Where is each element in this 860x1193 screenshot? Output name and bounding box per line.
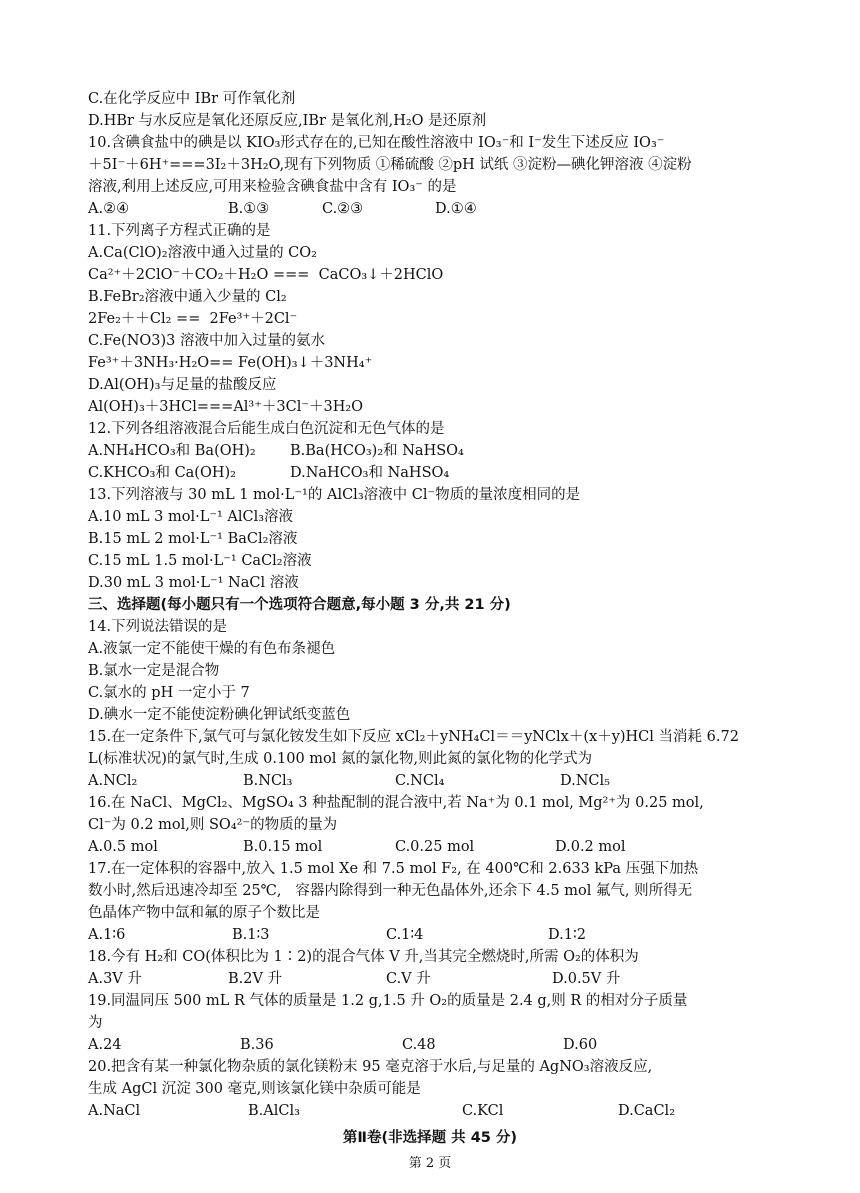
q17-option-a: A.1∶6 — [88, 927, 126, 943]
q15-stem-line2: L(标准状况)的氯气时,生成 0.100 mol 氮的氯化物,则此氮的氯化物的化学式为 — [88, 751, 593, 767]
q13-option-a: A.10 mL 3 mol·L⁻¹ AlCl₃溶液 — [88, 509, 294, 525]
q14-option-c: C.氯水的 pH 一定小于 7 — [88, 685, 250, 701]
q14-stem: 14.下列说法错误的是 — [88, 619, 228, 635]
page-number: 第 2 页 — [408, 1156, 452, 1171]
q19-option-c: C.48 — [402, 1037, 436, 1053]
q10-stem-line2: ＋5I⁻＋6H⁺===3I₂＋3H₂O,现有下列物质 ①稀硫酸 ②pH 试纸 ③淀粉—碘化钾溶液 ④淀粉 — [88, 157, 692, 173]
q16-stem-line1: 16.在 NaCl、MgCl₂、MgSO₄ 3 种盐配制的混合液中,若 Na⁺为 0.1 mol, Mg²⁺为 0.25 mol, — [88, 795, 704, 811]
q18-option-b: B.2V 升 — [228, 971, 283, 987]
q20-option-b: B.AlCl₃ — [248, 1103, 300, 1119]
q16-option-a: A.0.5 mol — [88, 839, 158, 855]
section-heading: 三、选择题(每小题只有一个选项符合题意,每小题 3 分,共 21 分) — [88, 597, 511, 613]
q13-option-c: C.15 mL 1.5 mol·L⁻¹ CaCl₂溶液 — [88, 553, 312, 569]
q19-stem-line2: 为 — [88, 1015, 103, 1031]
q9-option-d: D.HBr 与水反应是氧化还原反应,IBr 是氧化剂,H₂O 是还原剂 — [88, 113, 487, 129]
q12-option-a: A.NH₄HCO₃和 Ba(OH)₂ — [88, 443, 256, 459]
q18-option-d: D.0.5V 升 — [552, 971, 621, 987]
q19-option-a: A.24 — [88, 1037, 122, 1053]
q20-option-c: C.KCl — [462, 1103, 504, 1119]
q17-option-d: D.1∶2 — [548, 927, 586, 943]
q12-option-c: C.KHCO₃和 Ca(OH)₂ — [88, 465, 236, 481]
q12-stem: 12.下列各组溶液混合后能生成白色沉淀和无色气体的是 — [88, 421, 445, 437]
q11-equation-b: 2Fe₂＋＋Cl₂ == 2Fe³⁺＋2Cl⁻ — [88, 311, 298, 327]
q9-option-c: C.在化学反应中 IBr 可作氧化剂 — [88, 91, 296, 107]
q18-stem: 18.今有 H₂和 CO(体积比为 1∶2)的混合气体 V 升,当其完全燃烧时,所需 O₂的体积为 — [88, 949, 639, 965]
q10-option-a: A.②④ — [88, 201, 130, 217]
q12-option-d: D.NaHCO₃和 NaHSO₄ — [290, 465, 450, 481]
q11-equation-a: Ca²⁺＋2ClO⁻＋CO₂＋H₂O === CaCO₃↓＋2HClO — [88, 267, 444, 283]
q20-option-a: A.NaCl — [88, 1103, 141, 1119]
q17-option-b: B.1∶3 — [232, 927, 270, 943]
q13-option-b: B.15 mL 2 mol·L⁻¹ BaCl₂溶液 — [88, 531, 298, 547]
q20-option-d: D.CaCl₂ — [618, 1103, 676, 1119]
q14-option-d: D.碘水一定不能使淀粉碘化钾试纸变蓝色 — [88, 707, 351, 723]
q10-option-d: D.①④ — [435, 201, 477, 217]
q15-option-b: B.NCl₃ — [243, 773, 293, 789]
q19-option-b: B.36 — [240, 1037, 274, 1053]
q12-option-b: B.Ba(HCO₃)₂和 NaHSO₄ — [290, 443, 464, 459]
q16-option-b: B.0.15 mol — [243, 839, 323, 855]
q16-stem-line2: Cl⁻为 0.2 mol,则 SO₄²⁻的物质的量为 — [88, 817, 338, 833]
q16-option-d: D.0.2 mol — [555, 839, 626, 855]
q11-option-a: A.Ca(ClO)₂溶液中通入过量的 CO₂ — [88, 245, 317, 261]
q20-stem-line1: 20.把含有某一种氯化物杂质的氯化镁粉末 95 毫克溶于水后,与足量的 AgNO₃溶液反应, — [88, 1059, 653, 1075]
q15-option-d: D.NCl₅ — [560, 773, 610, 789]
q11-equation-c: Fe³⁺＋3NH₃·H₂O== Fe(OH)₃↓＋3NH₄⁺ — [88, 355, 373, 371]
q10-option-c: C.②③ — [322, 201, 364, 217]
q17-stem-line1: 17.在一定体积的容器中,放入 1.5 mol Xe 和 7.5 mol F₂, 在 400℃和 2.633 kPa 压强下加热 — [88, 861, 699, 877]
q17-option-c: C.1∶4 — [386, 927, 424, 943]
part-two-title: 第Ⅱ卷(非选择题 共 45 分) — [342, 1130, 518, 1146]
q20-stem-line2: 生成 AgCl 沉淀 300 毫克,则该氯化镁中杂质可能是 — [88, 1081, 421, 1097]
q10-option-b: B.①③ — [228, 201, 270, 217]
q14-option-b: B.氯水一定是混合物 — [88, 663, 220, 679]
q19-option-d: D.60 — [563, 1037, 598, 1053]
q18-option-c: C.V 升 — [386, 971, 431, 987]
q10-stem-line1: 10.含碘食盐中的碘是以 KIO₃形式存在的,已知在酸性溶液中 IO₃⁻和 I⁻发生下述反应 IO₃⁻ — [88, 135, 665, 151]
q17-stem-line2: 数小时,然后迅速冷却至 25℃, 容器内除得到一种无色晶体外,还余下 4.5 mol 氟气, 则所得无 — [88, 883, 693, 899]
q16-option-c: C.0.25 mol — [395, 839, 475, 855]
q15-option-c: C.NCl₄ — [395, 773, 445, 789]
q10-stem-line3: 溶液,利用上述反应,可用来检验含碘食盐中含有 IO₃⁻ 的是 — [88, 179, 457, 195]
q11-equation-d: Al(OH)₃＋3HCl===Al³⁺＋3Cl⁻＋3H₂O — [88, 399, 364, 415]
q11-option-c: C.Fe(NO3)3 溶液中加入过量的氨水 — [88, 333, 325, 349]
q11-option-d: D.Al(OH)₃与足量的盐酸反应 — [88, 377, 277, 393]
q19-stem-line1: 19.同温同压 500 mL R 气体的质量是 1.2 g,1.5 升 O₂的质量是 2.4 g,则 R 的相对分子质量 — [88, 993, 688, 1009]
q17-stem-line3: 色晶体产物中氙和氟的原子个数比是 — [88, 905, 320, 921]
q15-option-a: A.NCl₂ — [88, 773, 138, 789]
q14-option-a: A.液氯一定不能使干燥的有色布条褪色 — [88, 641, 336, 657]
q11-stem: 11.下列离子方程式正确的是 — [88, 223, 271, 239]
q13-option-d: D.30 mL 3 mol·L⁻¹ NaCl 溶液 — [88, 575, 299, 591]
q13-stem: 13.下列溶液与 30 mL 1 mol·L⁻¹的 AlCl₃溶液中 Cl⁻物质的量浓度相同的是 — [88, 487, 581, 503]
q11-option-b: B.FeBr₂溶液中通入少量的 Cl₂ — [88, 289, 287, 305]
q15-stem-line1: 15.在一定条件下,氯气可与氯化铵发生如下反应 xCl₂＋yNH₄Cl＝＝yNClx＋(x＋y)HCl 当消耗 6.72 — [88, 729, 739, 745]
q18-option-a: A.3V 升 — [88, 971, 142, 987]
